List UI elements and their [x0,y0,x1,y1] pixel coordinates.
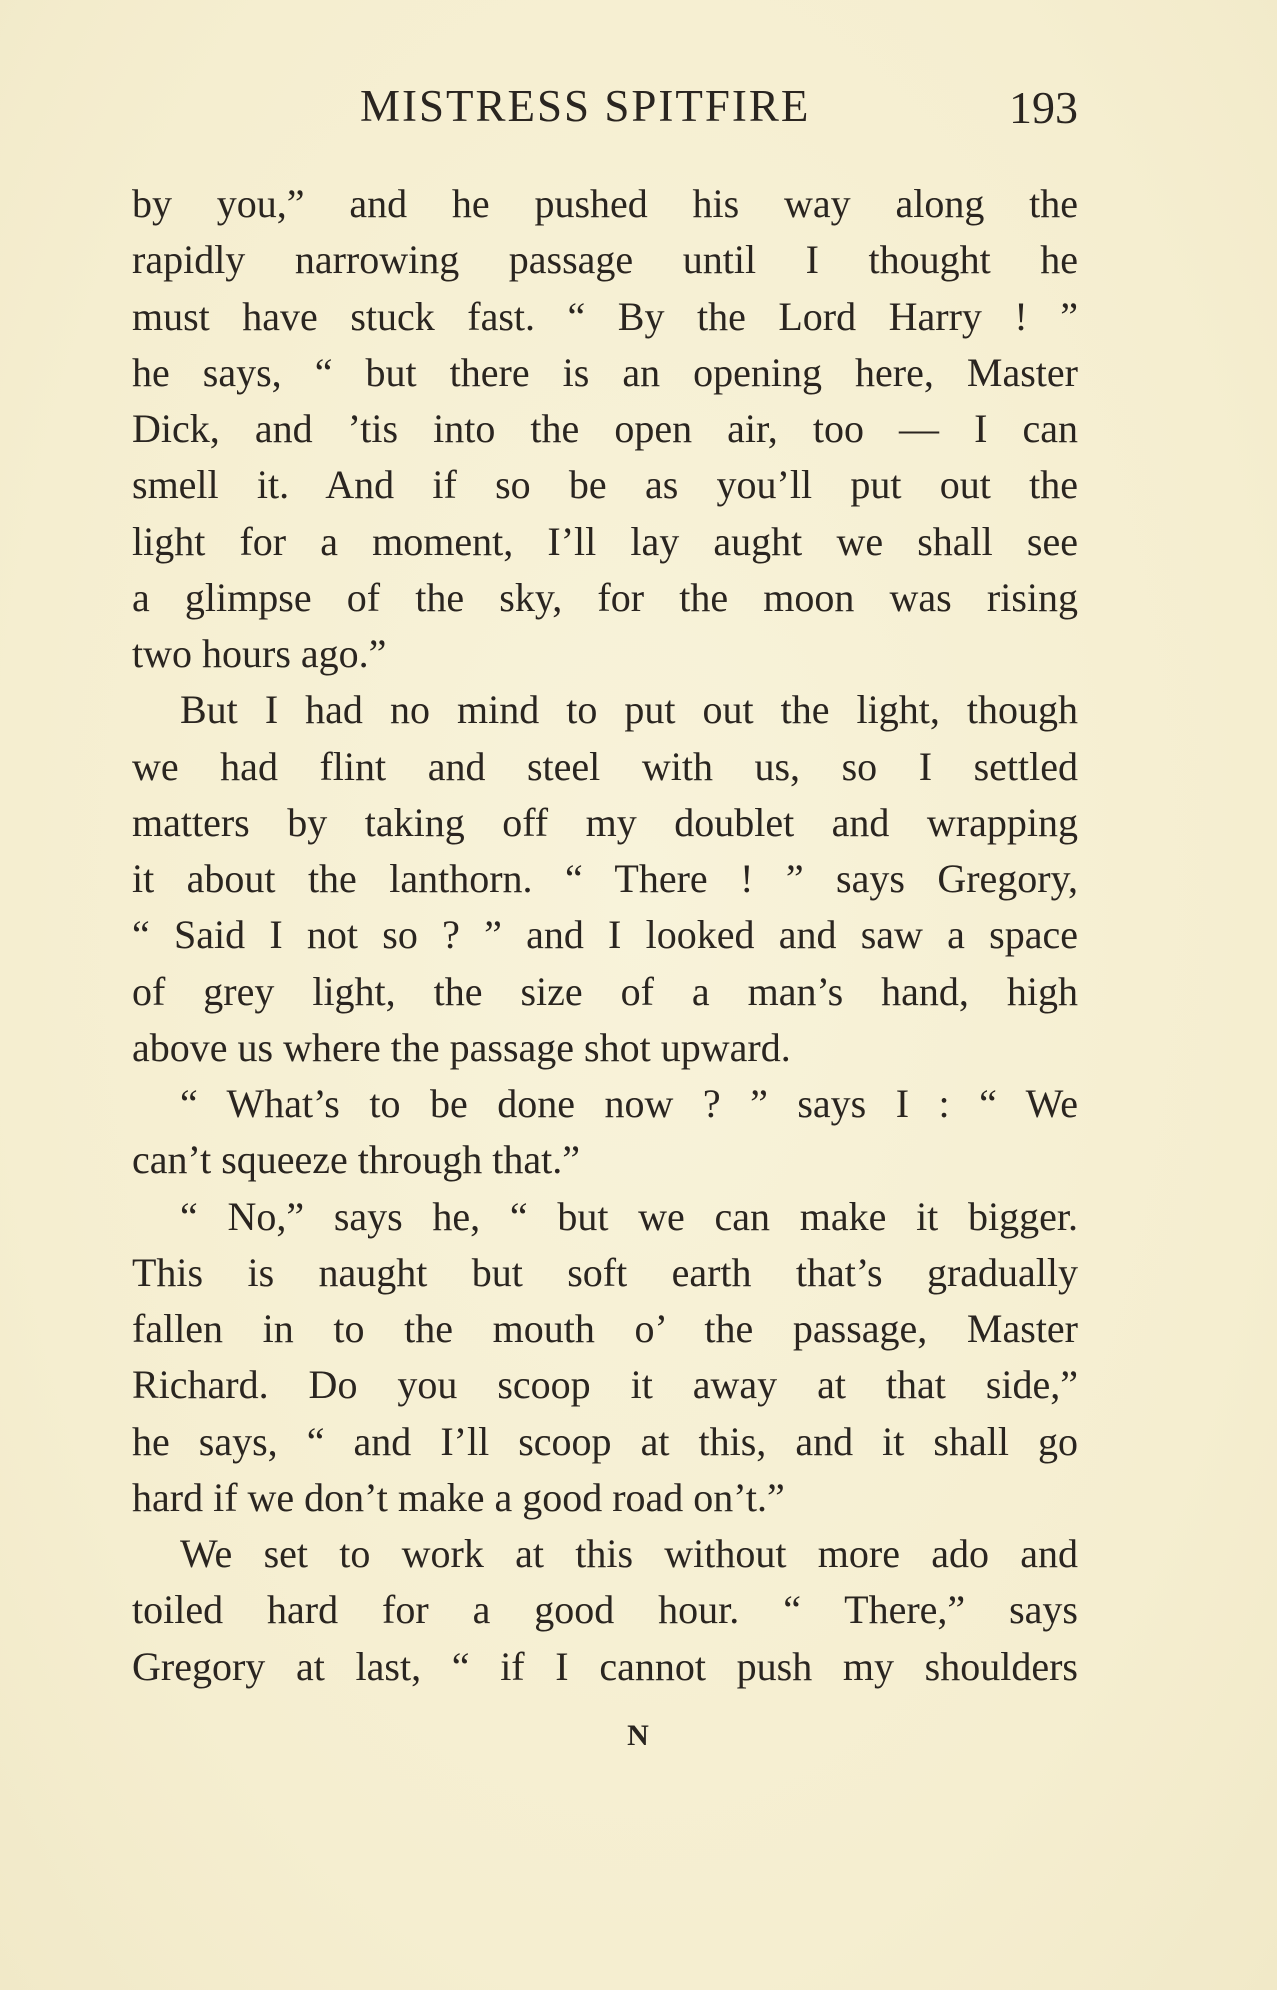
body-text [132,176,1078,1695]
text-line: it about the lanthorn. “ There ! ” says Gregory, [132,856,1078,901]
text-line: smell it. And if so be as you’ll put out the [132,462,1078,508]
text-line: of grey light, the size of a man’s hand, high [132,968,1078,1014]
text-line: “ What’s to be done now ? ” says I : “ We [180,1081,1078,1126]
text-line: he says, “ and I’ll scoop at this, and it shall go [132,1418,1078,1464]
text-line: toiled hard for a good hour. “ There,” says [132,1587,1078,1633]
text-line: a glimpse of the sky, for the moon was rising [132,574,1078,620]
text-line: “ No,” says he, “ but we can make it bigger. [180,1193,1078,1239]
text-line: hard if we don’t make a good road on’t.” [132,1474,785,1520]
running-title: MISTRESS SPITFIRE [360,81,811,131]
text-line: Gregory at last, “ if I cannot push my shoulders [132,1643,1078,1689]
text-line: Dick, and ’tis into the open air, too — I can [132,406,1078,451]
text-line: We set to work at this without more ado and [180,1531,1078,1576]
text-line: light for a moment, I’ll lay aught we shall see [132,518,1078,564]
text-line: by you,” and he pushed his way along the [132,181,1078,226]
text-line: he says, “ but there is an opening here, Master [132,349,1078,395]
text-line: rapidly narrowing passage until I thought he [132,237,1078,283]
text-line: “ Said I not so ? ” and I looked and saw a space [132,912,1078,958]
text-line: must have stuck fast. “ By the Lord Harry ! ” [132,293,1078,339]
text-line: matters by taking off my doublet and wrapping [132,799,1078,845]
text-line: But I had no mind to put out the light, though [180,687,1078,733]
text-line: This is naught but soft earth that’s gradually [132,1249,1078,1295]
signature-mark: N [627,1719,650,1752]
text-line: two hours ago.” [132,631,387,676]
text-line: above us where the passage shot upward. [132,1024,791,1070]
page-number: 193 [1009,82,1078,133]
text-line: Richard. Do you scoop it away at that side,” [132,1362,1078,1408]
text-line: can’t squeeze through that.” [132,1137,580,1183]
running-head [130,76,1078,136]
text-line: we had flint and steel with us, so I settled [132,743,1078,789]
text-line: fallen in to the mouth o’ the passage, Master [132,1306,1078,1351]
